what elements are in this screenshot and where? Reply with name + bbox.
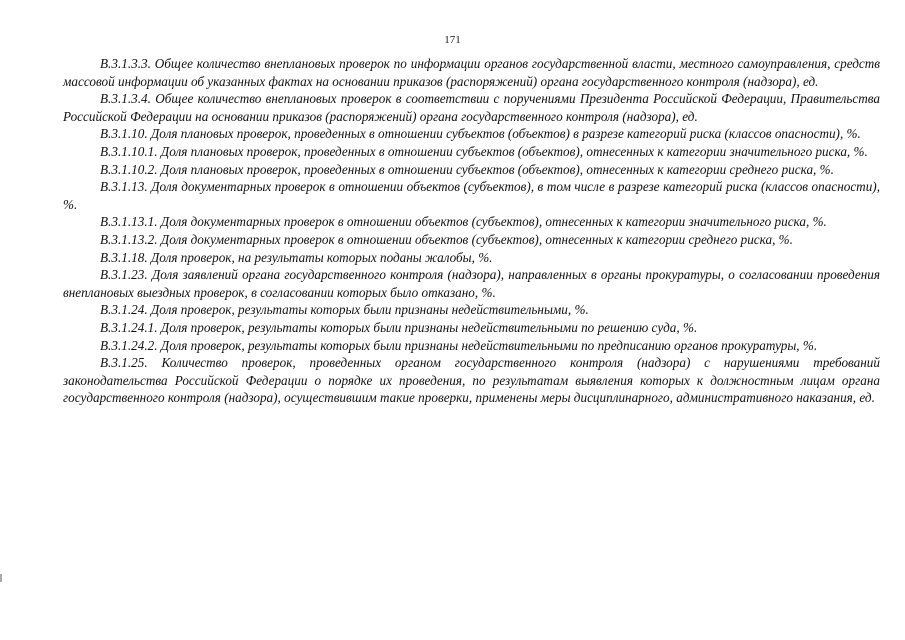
paragraph-b-3-1-18: В.3.1.18. Доля проверок, на результаты которых поданы жалобы, %.: [100, 249, 493, 265]
paragraph-b-3-1-10: В.3.1.10. Доля плановых проверок, проведенных в отношении субъектов (объектов) в разрезе категорий риска (классов опасности), %.: [100, 126, 861, 142]
paragraph-b-3-1-25: В.3.1.25. Количество проверок, проведенных органом государственного контроля (надзора) с нарушениями требований законодательства Российской Федерации о порядке их проведения, по результатам выявления которых к должностным лицам органа государственного контроля (надзора), осуществившим такие проверки, применены меры дисциплинарного, административного наказания, ед.: [63, 355, 880, 406]
paragraph-b-3-1-24-2: В.3.1.24.2. Доля проверок, результаты которых были признаны недействительными по предписанию органов прокуратуры, %.: [100, 337, 818, 353]
paragraph-b-3-1-10-2: В.3.1.10.2. Доля плановых проверок, проведенных в отношении субъектов (объектов), отнесенных к категории среднего риска, %.: [100, 161, 834, 177]
paragraph-b-3-1-24: В.3.1.24. Доля проверок, результаты которых были признаны недействительными, %.: [100, 302, 589, 318]
paragraph-b-3-1-23: В.3.1.23. Доля заявлений органа государственного контроля (надзора), направленных в органы прокуратуры, о согласовании проведения внеплановых выездных проверок, в согласовании которых было отказано, %.: [63, 267, 880, 300]
paragraph-b-3-1-24-1: В.3.1.24.1. Доля проверок, результаты которых были признаны недействительными по решению суда, %.: [100, 319, 698, 335]
scan-margin-mark: [0, 574, 2, 582]
document-body: [63, 55, 880, 407]
page-number: 171: [444, 34, 461, 46]
paragraph-b-3-1-10-1: В.3.1.10.1. Доля плановых проверок, проведенных в отношении субъектов (объектов), отнесенных к категории значительного риска, %.: [100, 143, 868, 159]
paragraph-b-3-1-13-1: В.3.1.13.1. Доля документарных проверок в отношении объектов (субъектов), отнесенных к категории значительного риска, %.: [100, 214, 827, 230]
paragraph-b-3-1-13-2: В.3.1.13.2. Доля документарных проверок в отношении объектов (субъектов), отнесенных к категории среднего риска, %.: [100, 231, 793, 247]
paragraph-b-3-1-13: В.3.1.13. Доля документарных проверок в отношении объектов (субъектов), в том числе в разрезе категорий риска (классов опасности), %.: [63, 179, 880, 212]
paragraph-b-3-1-3-3: В.3.1.3.3. Общее количество внеплановых проверок по информации органов государственной власти, местного самоуправления, средств массовой информации об указанных фактах на основании приказов (распоряжений) органа государственного контроля (надзора), ед.: [63, 56, 880, 89]
paragraph-b-3-1-3-4: В.3.1.3.4. Общее количество внеплановых проверок в соответствии с поручениями Президента Российской Федерации, Правительства Российской Федерации на основании приказов (распоряжений) органа государственного контроля (надзора), ед.: [63, 91, 880, 124]
